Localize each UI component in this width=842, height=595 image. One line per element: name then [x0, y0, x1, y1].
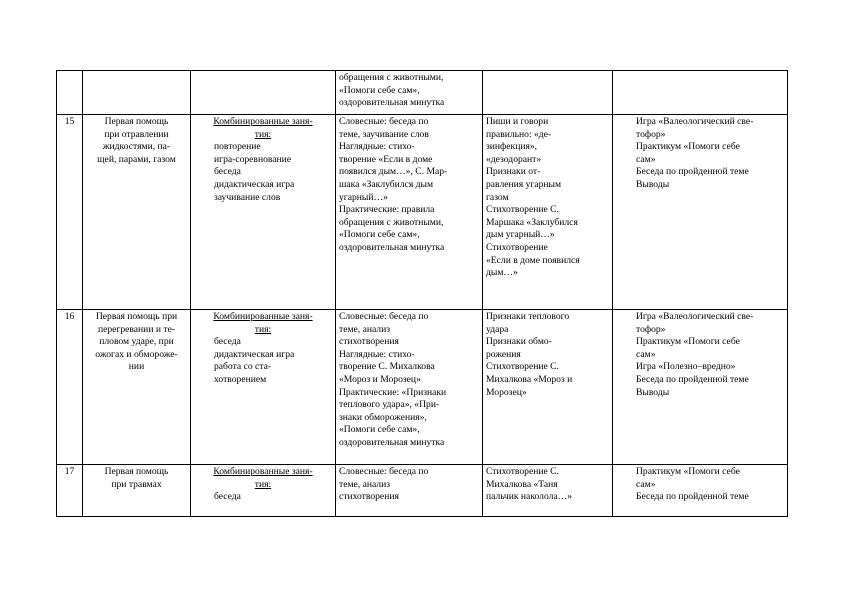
table-row	[57, 115, 788, 310]
topic-line: щей, парами, газом	[97, 153, 176, 165]
result-line: Беседа по пройденной теме	[636, 166, 749, 178]
result-line: тофор»	[636, 323, 666, 335]
form-item: хотворением	[214, 373, 267, 385]
lesson-topic	[83, 465, 191, 517]
methods-line: обращения с животными,	[339, 216, 444, 228]
form-title: Комбинированные заня-	[213, 311, 313, 322]
lesson-form	[191, 115, 336, 310]
lesson-results	[613, 71, 788, 115]
methods-line: оздоровительная минутка	[339, 97, 445, 109]
work-line: Пиши и говори	[486, 116, 549, 127]
work-line: Морозец»	[486, 386, 527, 398]
form-title: тия:	[254, 478, 272, 490]
methods-line: Практические: правила	[339, 204, 435, 216]
methods-line: Словесные: беседа по	[339, 116, 429, 127]
methods-line: творение С. Михалкова	[339, 361, 435, 373]
topic-line: пловом ударе, при	[99, 336, 174, 348]
topic-line: Первая помощь при	[95, 311, 178, 322]
methods-line: Наглядные: стихо-	[339, 348, 415, 360]
result-line: Практикум «Помоги себе	[636, 336, 740, 348]
lesson-topic	[83, 310, 191, 465]
work-line: Михалкова «Мороз и	[486, 373, 573, 385]
methods-line: творение «Если в доме	[339, 153, 433, 165]
lesson-methods	[336, 310, 483, 465]
result-line: Беседа по пройденной теме	[636, 491, 749, 503]
result-line: Практикум «Помоги себе	[636, 141, 740, 153]
form-item: беседа	[214, 491, 241, 503]
lesson-form	[191, 465, 336, 517]
table-row	[57, 310, 788, 465]
topic-line: ожогах и обмороже-	[95, 348, 178, 360]
methods-line: Практические: «Признаки	[339, 386, 447, 398]
form-title: тия:	[254, 128, 272, 140]
methods-line: «Помоги себе сам»,	[339, 84, 420, 96]
methods-line: теме, анализ	[339, 478, 391, 490]
work-line: правильно: «де-	[486, 128, 552, 140]
work-line: «Если в доме появился	[486, 254, 580, 266]
form-item: повторение	[214, 141, 261, 153]
work-line: равления угарным	[486, 178, 562, 190]
lesson-work	[483, 115, 613, 310]
topic-line: при травмах	[111, 478, 162, 490]
result-line: Выводы	[636, 178, 670, 190]
result-line: сам»	[636, 348, 656, 360]
methods-line: теме, анализ	[339, 323, 391, 335]
work-line: Стихотворение С.	[486, 466, 559, 477]
lesson-work	[483, 465, 613, 517]
topic-line: Первая помощь	[104, 466, 169, 477]
lesson-work	[483, 310, 613, 465]
topic-line: жидкостями, па-	[102, 141, 171, 153]
form-item: беседа	[214, 166, 241, 178]
lesson-number: 17	[57, 465, 83, 517]
work-line: «дезодорант»	[486, 153, 542, 165]
work-line: удара	[486, 323, 509, 335]
work-line: Признаки теплового	[486, 311, 570, 322]
lesson-work	[483, 71, 613, 115]
lesson-plan-table	[56, 70, 788, 517]
work-line: дым угарный…»	[486, 229, 555, 241]
methods-line: «Мороз и Морозец»	[339, 373, 421, 385]
topic-line: нии	[128, 361, 145, 373]
methods-line: теплового удара», «При-	[339, 399, 440, 411]
result-line: Игра «Полезно–вредно»	[636, 361, 736, 373]
lesson-results	[613, 115, 788, 310]
result-line: тофор»	[636, 128, 666, 140]
methods-line: оздоровительная минутка	[339, 241, 445, 253]
methods-line: Словесные: беседа по	[339, 311, 429, 322]
methods-line: «Помоги себе сам»,	[339, 424, 420, 436]
work-line: Стихотворение С.	[486, 361, 559, 373]
lesson-form	[191, 71, 336, 115]
work-line: Стихотворение С.	[486, 204, 559, 216]
methods-line: обращения с животными,	[339, 72, 444, 83]
lesson-topic	[83, 71, 191, 115]
lesson-results	[613, 465, 788, 517]
lesson-form	[191, 310, 336, 465]
methods-line: теме, заучивание слов	[339, 128, 429, 140]
form-title: Комбинированные заня-	[213, 466, 313, 477]
work-line: Маршака «Заклубился	[486, 216, 578, 228]
methods-line: стихотворения	[339, 336, 399, 348]
methods-line: угарный…»	[339, 191, 388, 203]
lesson-number: 15	[57, 115, 83, 310]
methods-line: Наглядные: стихо-	[339, 141, 415, 153]
result-line: Игра «Валеологический све-	[636, 116, 754, 127]
work-line: Михалкова «Таня	[486, 478, 558, 490]
work-line: рожения	[486, 348, 521, 360]
lesson-methods	[336, 71, 483, 115]
topic-line: перегревании и те-	[97, 323, 176, 335]
methods-line: знаки обморожения»,	[339, 411, 427, 423]
lesson-number: 16	[57, 310, 83, 465]
result-line: Практикум «Помоги себе	[636, 466, 740, 477]
result-line: Выводы	[636, 386, 670, 398]
methods-line: стихотворения	[339, 491, 399, 503]
methods-line: «Помоги себе сам»,	[339, 229, 420, 241]
form-title: тия:	[254, 323, 272, 335]
form-item: заучивание слов	[214, 191, 281, 203]
work-line: Признаки от-	[486, 166, 541, 178]
lesson-results	[613, 310, 788, 465]
methods-line: оздоровительная минутка	[339, 436, 445, 448]
topic-line: при отравлении	[104, 128, 169, 140]
topic-line: Первая помощь	[104, 116, 169, 127]
work-line: пальчик наколола…»	[486, 491, 573, 503]
form-item: дидактическая игра	[214, 348, 295, 360]
lesson-methods	[336, 465, 483, 517]
lesson-number	[57, 71, 83, 115]
work-line: Стихотворение	[486, 241, 548, 253]
result-line: Беседа по пройденной теме	[636, 373, 749, 385]
methods-line: появился дым…», С. Мар-	[339, 166, 448, 178]
form-item: игра-соревнование	[214, 153, 292, 165]
form-item: работа со ста-	[214, 361, 272, 373]
lesson-topic	[83, 115, 191, 310]
result-line: Игра «Валеологический све-	[636, 311, 754, 322]
table-row	[57, 465, 788, 517]
work-line: зинфекция»,	[486, 141, 538, 153]
methods-line: Словесные: беседа по	[339, 466, 429, 477]
work-line: Признаки обмо-	[486, 336, 552, 348]
table-row	[57, 71, 788, 115]
result-line: сам»	[636, 478, 656, 490]
form-item: дидактическая игра	[214, 178, 295, 190]
form-title: Комбинированные заня-	[213, 116, 313, 127]
work-line: газом	[486, 191, 509, 203]
form-item: беседа	[214, 336, 241, 348]
methods-line: шака «Заклубился дым	[339, 178, 434, 190]
result-line: сам»	[636, 153, 656, 165]
lesson-methods	[336, 115, 483, 310]
work-line: дым…»	[486, 267, 518, 279]
